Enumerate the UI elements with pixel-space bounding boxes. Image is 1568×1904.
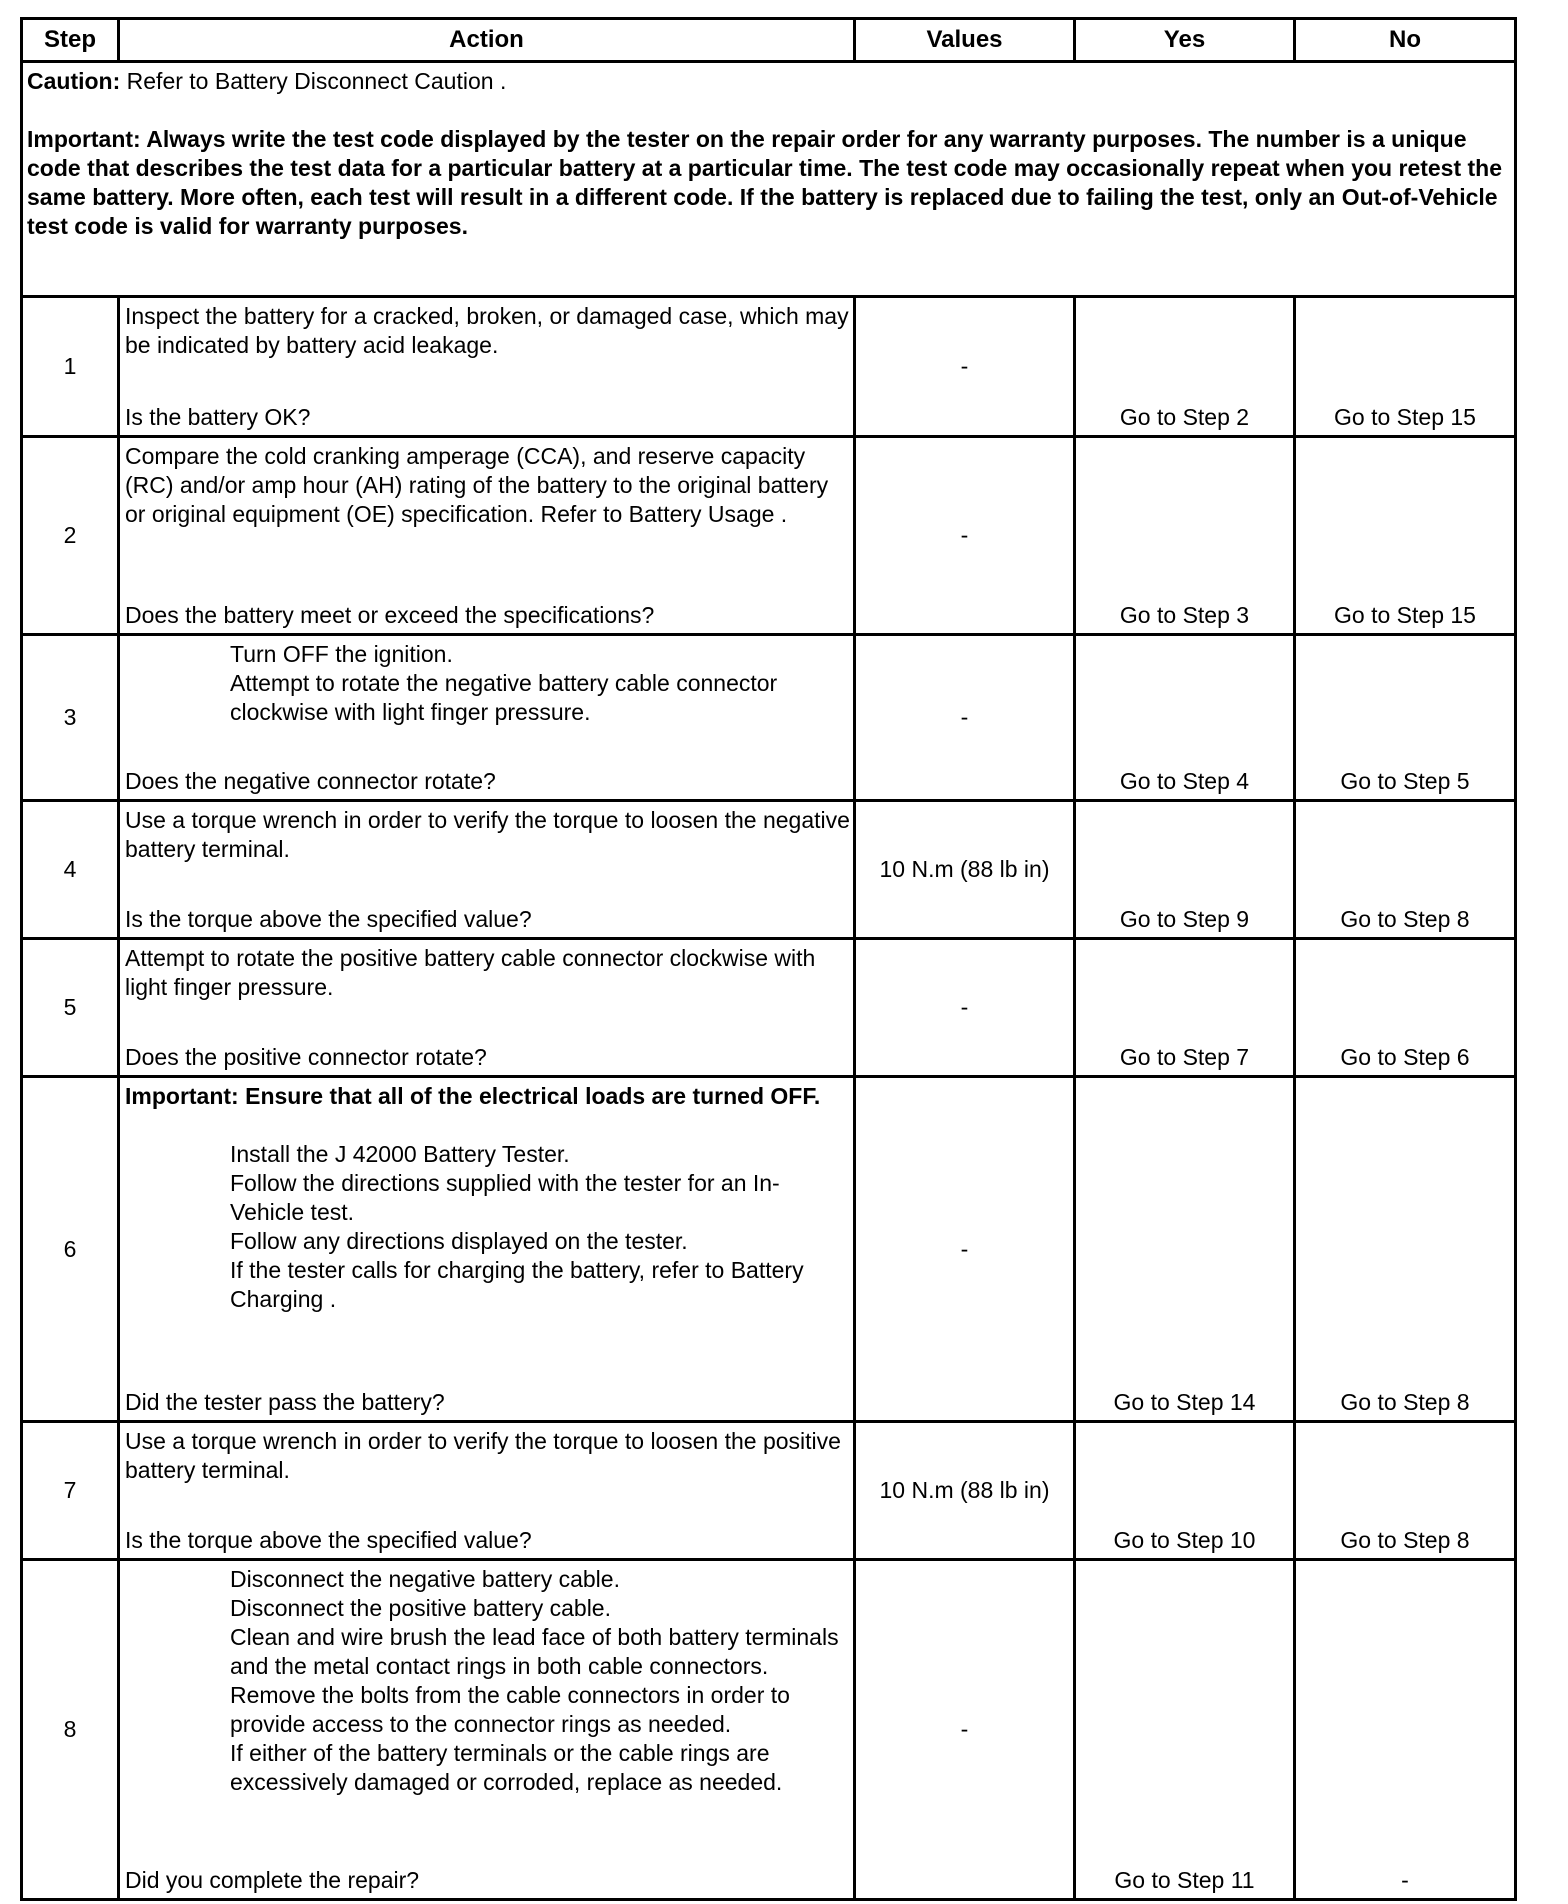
step-action bbox=[119, 1560, 855, 1900]
step-value: - bbox=[855, 1560, 1075, 1900]
step-text: Inspect the battery for a cracked, broken, or damaged case, which may be indicated by battery acid leakage. bbox=[125, 303, 849, 358]
step-text: Attempt to rotate the positive battery cable connector clockwise with light finger pressure. bbox=[125, 945, 816, 1000]
step-action bbox=[119, 1422, 855, 1560]
step-number: 2 bbox=[22, 437, 119, 635]
step-no: Go to Step 8 bbox=[1295, 1422, 1516, 1560]
step-instruction: If the tester calls for charging the battery, refer to Battery Charging . bbox=[230, 1257, 804, 1312]
diagnostic-table bbox=[20, 17, 1517, 1901]
caution-text: Refer to Battery Disconnect Caution . bbox=[120, 68, 507, 94]
step-instruction: Disconnect the negative battery cable. bbox=[230, 1566, 620, 1592]
step-no: - bbox=[1295, 1560, 1516, 1900]
step-number: 5 bbox=[22, 939, 119, 1077]
header-yes: Yes bbox=[1075, 19, 1295, 62]
step-value: 10 N.m (88 lb in) bbox=[855, 801, 1075, 939]
step-action bbox=[119, 635, 855, 801]
step-yes: Go to Step 4 bbox=[1075, 635, 1295, 801]
step-question: Did you complete the repair? bbox=[125, 1867, 420, 1893]
step-row-2 bbox=[22, 437, 1516, 635]
step-no: Go to Step 5 bbox=[1295, 635, 1516, 801]
step-row-5 bbox=[22, 939, 1516, 1077]
step-row-3 bbox=[22, 635, 1516, 801]
step-instruction: Clean and wire brush the lead face of both battery terminals and the metal contact rings in both cable connectors. bbox=[230, 1624, 839, 1679]
caution-label: Caution: bbox=[27, 68, 121, 94]
step-instruction: Follow any directions displayed on the tester. bbox=[230, 1228, 688, 1254]
step-instruction: Disconnect the positive battery cable. bbox=[230, 1595, 611, 1621]
diagnostic-table-document bbox=[20, 17, 1514, 1901]
step-text: Use a torque wrench in order to verify the torque to loosen the negative battery terminal. bbox=[125, 807, 850, 862]
step-question: Is the battery OK? bbox=[125, 404, 311, 430]
step-question: Did the tester pass the battery? bbox=[125, 1389, 445, 1415]
step-instruction: Follow the directions supplied with the tester for an In-Vehicle test. bbox=[230, 1170, 780, 1225]
step-yes: Go to Step 11 bbox=[1075, 1560, 1295, 1900]
step-instruction: Turn OFF the ignition. bbox=[230, 641, 453, 667]
caution-note bbox=[27, 67, 1510, 96]
step-yes: Go to Step 7 bbox=[1075, 939, 1295, 1077]
step-value: - bbox=[855, 437, 1075, 635]
step-number: 4 bbox=[22, 801, 119, 939]
step-action bbox=[119, 939, 855, 1077]
header-no: No bbox=[1295, 19, 1516, 62]
step-yes: Go to Step 14 bbox=[1075, 1077, 1295, 1422]
step-number: 1 bbox=[22, 297, 119, 437]
step-action bbox=[119, 801, 855, 939]
step-row-8 bbox=[22, 1560, 1516, 1900]
step-number: 8 bbox=[22, 1560, 119, 1900]
header-step: Step bbox=[22, 19, 119, 62]
step-value: - bbox=[855, 939, 1075, 1077]
step-question: Does the negative connector rotate? bbox=[125, 768, 496, 794]
step-row-1 bbox=[22, 297, 1516, 437]
notes-row bbox=[22, 62, 1516, 297]
step-row-7 bbox=[22, 1422, 1516, 1560]
step-question: Is the torque above the specified value? bbox=[125, 1527, 532, 1553]
step-important-note: Important: Ensure that all of the electrical loads are turned OFF. bbox=[125, 1083, 821, 1109]
step-instruction: Remove the bolts from the cable connectors in order to provide access to the connector rings as needed. bbox=[230, 1682, 790, 1737]
step-question: Does the positive connector rotate? bbox=[125, 1044, 487, 1070]
step-no: Go to Step 8 bbox=[1295, 801, 1516, 939]
step-instruction: Attempt to rotate the negative battery cable connector clockwise with light finger pressure. bbox=[230, 670, 778, 725]
step-number: 7 bbox=[22, 1422, 119, 1560]
step-yes: Go to Step 3 bbox=[1075, 437, 1295, 635]
step-text: Compare the cold cranking amperage (CCA), and reserve capacity (RC) and/or amp hour (AH) rating of the battery to the original battery or original equipment (OE) specification. Refer to Battery Usage . bbox=[125, 443, 829, 527]
step-no: Go to Step 15 bbox=[1295, 437, 1516, 635]
step-value: - bbox=[855, 635, 1075, 801]
step-action bbox=[119, 437, 855, 635]
step-action bbox=[119, 297, 855, 437]
step-action bbox=[119, 1077, 855, 1422]
step-question: Does the battery meet or exceed the specifications? bbox=[125, 602, 655, 628]
step-value: - bbox=[855, 1077, 1075, 1422]
step-yes: Go to Step 2 bbox=[1075, 297, 1295, 437]
step-number: 6 bbox=[22, 1077, 119, 1422]
step-value: - bbox=[855, 297, 1075, 437]
step-row-6 bbox=[22, 1077, 1516, 1422]
header-action: Action bbox=[119, 19, 855, 62]
notes-cell bbox=[22, 62, 1516, 297]
step-row-4 bbox=[22, 801, 1516, 939]
step-instruction: Install the J 42000 Battery Tester. bbox=[230, 1141, 570, 1167]
step-no: Go to Step 15 bbox=[1295, 297, 1516, 437]
step-value: 10 N.m (88 lb in) bbox=[855, 1422, 1075, 1560]
step-question: Is the torque above the specified value? bbox=[125, 906, 532, 932]
important-note: Important: Always write the test code displayed by the tester on the repair order for any warranty purposes. The number is a unique code that describes the test data for a particular battery at a particular time. The test code may occasionally repeat when you retest the same battery. More often, each test will result in a different code. If the battery is replaced due to failing the test, only an Out-of-Vehicle test code is valid for warranty purposes. bbox=[27, 126, 1503, 239]
step-instruction: If either of the battery terminals or the cable rings are excessively damaged or corroded, replace as needed. bbox=[230, 1740, 783, 1795]
step-yes: Go to Step 9 bbox=[1075, 801, 1295, 939]
step-number: 3 bbox=[22, 635, 119, 801]
step-yes: Go to Step 10 bbox=[1075, 1422, 1295, 1560]
header-row bbox=[22, 19, 1516, 62]
step-no: Go to Step 8 bbox=[1295, 1077, 1516, 1422]
step-no: Go to Step 6 bbox=[1295, 939, 1516, 1077]
header-values: Values bbox=[855, 19, 1075, 62]
step-text: Use a torque wrench in order to verify the torque to loosen the positive battery terminal. bbox=[125, 1428, 841, 1483]
